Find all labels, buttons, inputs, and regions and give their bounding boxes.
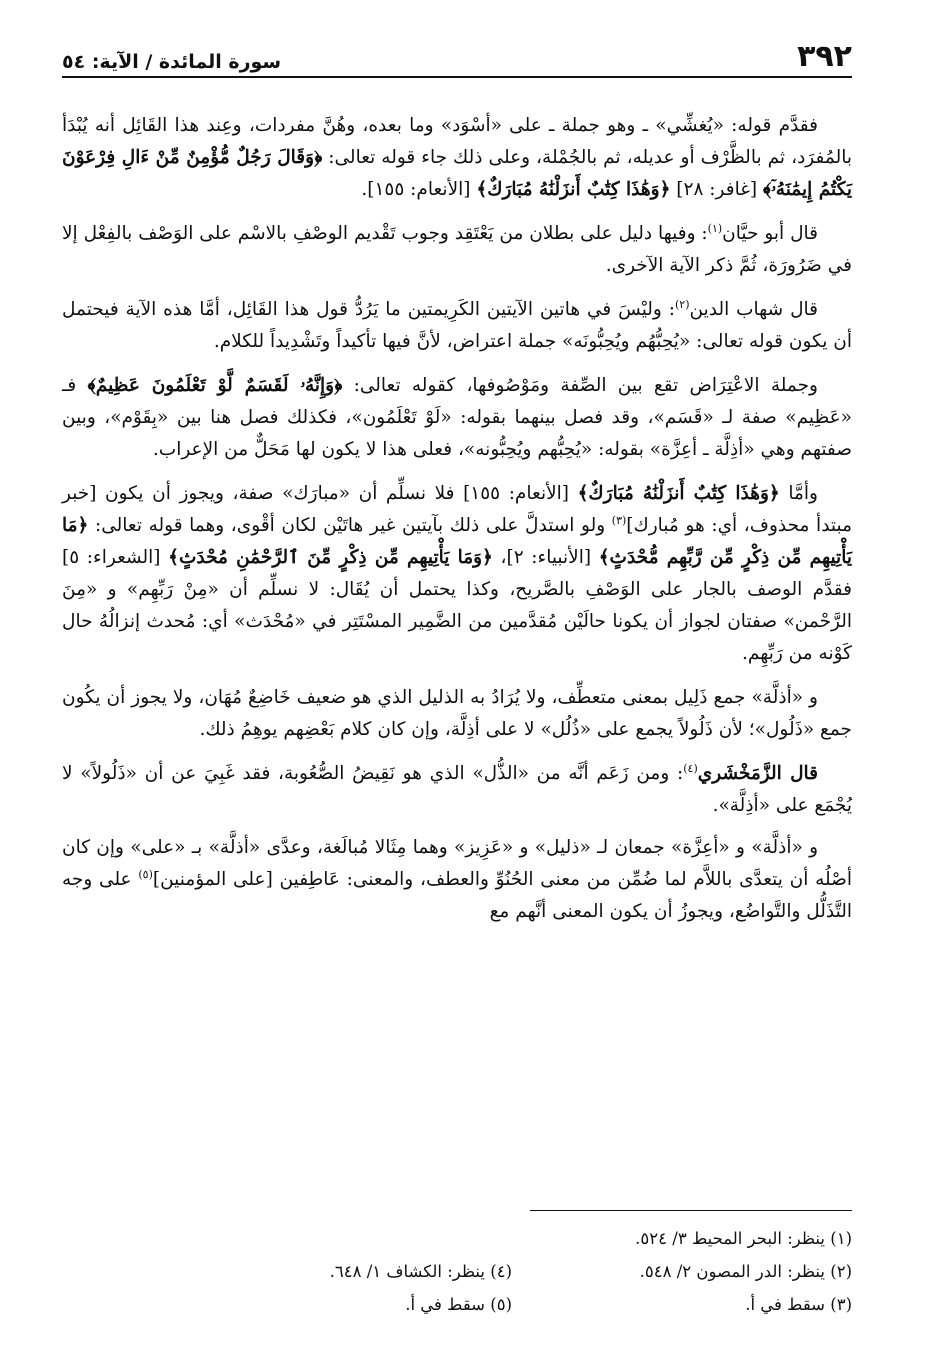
footnote-item: (٤) ينظر: الكشاف ١/ ٦٤٨. xyxy=(329,1262,512,1281)
paragraph-2: قال أبو حيَّان$^{(١)}$: وفيها دليل على بطلان من يَعْتَقِد وجوب تَقْديم الوصْفِ بالاسْم على الوَصْف بالفِعْل إلا في ضَرُورَة، ثُمَّ ذكر الآية الآخرى. xyxy=(62,221,852,276)
paragraph-6: و «أذلَّة» جمع ذَلِيل بمعنى متعطِّف، ولا يُرَادُ به الذليل الذي هو ضعيف خَاضِعٌ مُهَان، ولا يجوز أن يكُون جمع «ذَلُول»؛ لأن ذَلُولاً يجمع على «ذُلُل» لا على أذِلَّة، وإن كان كلام بَعْضِهم يوهِمُ ذلك. xyxy=(62,687,852,740)
running-header xyxy=(62,30,852,78)
page-number: ٣٩٢ xyxy=(797,39,852,74)
footnote-ref-2: (٢) xyxy=(674,297,690,311)
quran-verse: ﴿وَهَٰذَا كِتَٰبٌ أَنزَلْنَٰهُ مُبَارَكٌ﴾ xyxy=(476,179,671,200)
footnote-ref-5: (٥) xyxy=(138,867,153,881)
quran-verse: ﴿وَمَا يَأْتِيهِم مِّن ذِكْرٍ مِّنَ ٱلرَّحْمَٰنِ مُحْدَثٍ﴾ xyxy=(168,547,493,568)
paragraph-4: وجملة الاعْتِرَاض تقع بين الصِّفة ومَوْصُوفها، كقوله تعالى: ﴿وَإِنَّهُۥ لَقَسَمٌ لَّوْ تَعْلَمُونَ عَظِيمٌ﴾ فـ «عَظِيم» صفة لـ «قَسَم»، وقد فصل بينهما بقوله: «لَوْ تَعْلَمُون»، فكذلك فصل هنا بين «بِقَوْم»، وبين صفتهم وهي «أذِلَّة ـ أعِزَّة» بقوله: «يُحِبُّهم ويُحِبُّونه»، فعلى هذا لا يكون لها مَحَلٌّ من الإعراب. xyxy=(62,375,852,460)
paragraph-3: قال شهاب الدين$^{(٢)}$: وليْسَ في هاتين الآيتين الكَرِيمتين ما يَرُدُّ قول هذا القَائِل، أمَّا هذه الآية فيحتمل أن يكون قوله تعالى: «يُحِبُّهُم ويُحِبُّونَه» جملة اعتراض، لأنَّ فيها تأكيداً وتَشْدِيداً للكلام. xyxy=(62,297,852,352)
footnote-item: (١) ينظر: البحر المحيط ٣/ ٥٢٤. xyxy=(635,1229,852,1248)
main-text xyxy=(62,110,852,928)
footnote-item: (٣) سقط في أ. xyxy=(745,1295,852,1314)
quran-verse: ﴿وَقَالَ رَجُلٌ مُّؤْمِنٌ مِّنْ ءَالِ فِرْعَوْنَ يَكْتُمُ إِيمَٰنَهُۥٓ﴾ xyxy=(62,147,852,200)
paragraph-1: فقدَّم قوله: «يُغشِّي» ـ وهو جملة ـ على «أسْوَد» وما بعده، وهُنَّ مفردات، وعِند هذا القَائِل أنه يُبْدَأ بالمُفرَد، ثم بالظَّرْف أو عديله، ثم بالجُمْلة، وعلى ذلك جاء قوله تعالى: ﴿وَقَالَ رَجُلٌ مُّؤْمِنٌ مِّنْ ءَالِ فِرْعَوْنَ يَكْتُمُ إِيمَٰنَهُۥٓ﴾ [غافر: ٢٨] ﴿وَهَٰذَا كِتَٰبٌ أَنزَلْنَٰهُ مُبَارَكٌ﴾ [الأنعام: ١٥٥]. xyxy=(62,115,852,200)
footnote-separator xyxy=(530,1210,852,1211)
paragraph-8: و «أذلَّة» و «أعِزَّة» جمعان لـ «ذليل» و «عَزِيز» وهما مِثَالا مُبالَغة، وعدَّى «أذلَّة» بـ «على» وإن كان أصْلُه أن يتعدَّى باللاَّم لما ضُمِّن من معنى الحُنُوِّ والعطف، والمعنى: عَاطِفين [على المؤمنين]$^{(٥)}$ على وجه التَّذَلُّل والتَّواضُع، ويجوزُ أن يكون المعنى أنَّهم مع xyxy=(62,837,852,922)
quran-verse: ﴿وَهَٰذَا كِتَٰبٌ أَنزَلْنَٰهُ مُبَارَكٌ﴾ xyxy=(577,483,780,504)
book-page xyxy=(62,30,852,1340)
footnotes-column-left xyxy=(172,1222,512,1321)
footnote-ref-3: (٣) xyxy=(611,513,627,527)
speaker-name: قال الزَّمَخْشَري xyxy=(697,763,818,784)
surah-verse-title: سورة المائدة / الآية: ٥٤ xyxy=(62,51,282,73)
quran-verse: ﴿مَا يَأْتِيهِم مِّن ذِكْرٍ مِّن رَّبِّهِم مُّحْدَثٍ﴾ xyxy=(62,515,852,568)
footnote-ref-1: (١) xyxy=(707,221,723,235)
footnotes xyxy=(62,1222,852,1321)
paragraph-5: وأمَّا ﴿وَهَٰذَا كِتَٰبٌ أَنزَلْنَٰهُ مُبَارَكٌ﴾ [الأنعام: ١٥٥] فلا نسلِّم أن «مبارَك» صفة، ويجوز أن يكون [خبر مبتدأ محذوف، أي: هو مُبارك]$^{(٣)}$ ولو استدلَّ على ذلك بآيتين غير هاتَيْن لكان أقْوى، وهما قوله تعالى: ﴿مَا يَأْتِيهِم مِّن ذِكْرٍ مِّن رَّبِّهِم مُّحْدَثٍ﴾ [الأنبياء: ٢]، ﴿وَمَا يَأْتِيهِم مِّن ذِكْرٍ مِّنَ ٱلرَّحْمَٰنِ مُحْدَثٍ﴾ [الشعراء: ٥] فقدَّم الوصف بالجار على الوَصْفِ بالصَّريح، وكذا يحتمل أن يُقَال: لا نسلِّم أن «مِنْ رَبِّهِم» و «مِنَ الرَّحْمن» صفتان لجواز أن يكونا حالَيْن مُقدَّمين من الضَّمِير المسْتَتِر في «مُحْدَث» أي: مُحدث إنزالُهُ حال كَوْنه من رَبِّهِم. xyxy=(62,483,852,664)
footnote-ref-4: (٤) xyxy=(683,761,698,775)
footnote-item: (٥) سقط في أ. xyxy=(405,1295,512,1314)
quran-verse: ﴿وَإِنَّهُۥ لَقَسَمٌ لَّوْ تَعْلَمُونَ عَظِيمٌ﴾ xyxy=(87,375,343,396)
paragraph-7: قال الزَّمَخْشَري$^{(٤)}$: ومن زَعَم أنَّه من «الذُّل» الذي هو نَقِيضُ الصُّعُوبة، فقد غَبِيَ عن أن «ذَلُولاً» لا يُجْمَع على «أذِلَّة». xyxy=(62,761,852,816)
footnotes-column-right xyxy=(512,1222,852,1321)
footnote-item: (٢) ينظر: الدر المصون ٢/ ٥٤٨. xyxy=(639,1262,852,1281)
